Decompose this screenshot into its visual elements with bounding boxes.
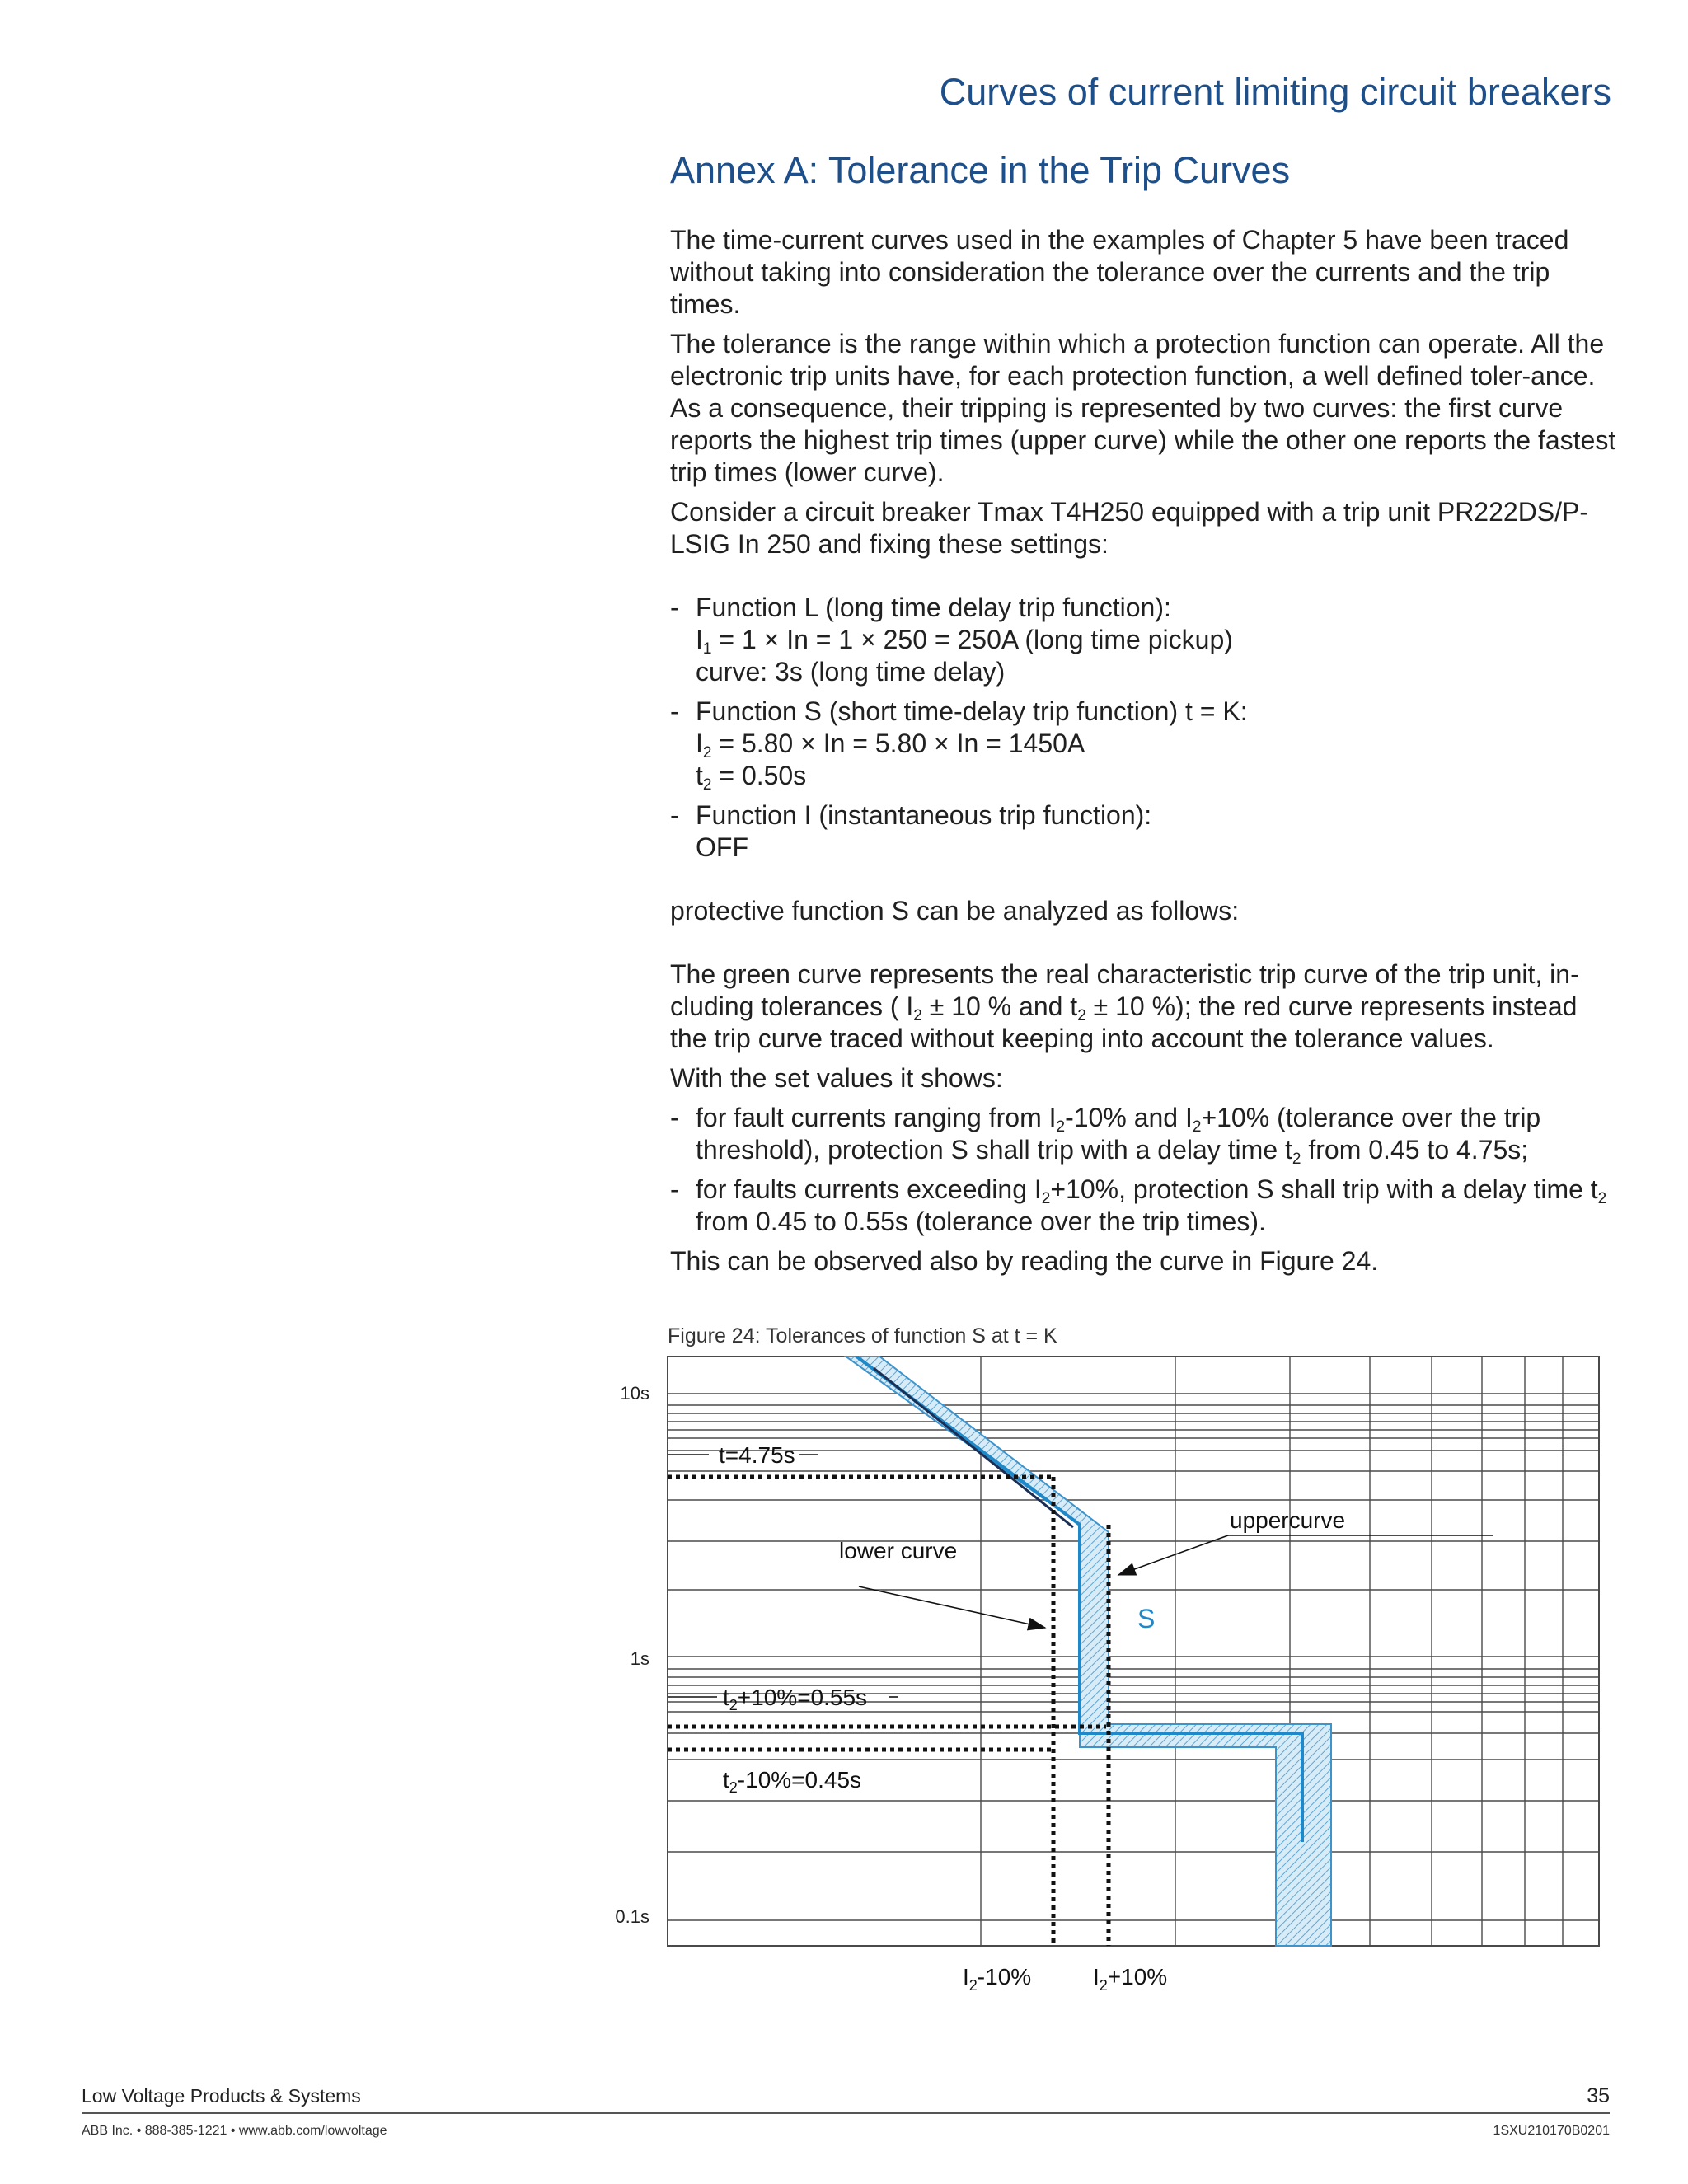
paragraph: protective function S can be analyzed as follows:: [670, 896, 1240, 926]
annotation-text: [719, 1442, 1345, 1994]
paragraph: The green curve represents the real characteristic trip curve of the trip unit, in-cluding tolerances ( $I_2 \pm 10$ % and $t_2 \pm 10$ %); the red curve represents instead the trip curve traced without keeping into account the tolerance values.: [670, 959, 1579, 1053]
t-plus-label: $t_2+10\%=0.55s$: [723, 1685, 868, 1713]
nominal-trip-curve-dark: [874, 1368, 1073, 1527]
y-tick-label: 10s: [620, 1383, 649, 1404]
paragraph: Consider a circuit breaker Tmax T4H250 equipped with a trip unit PR222DS/P-LSIG In 250 and fixing these settings:: [670, 497, 1589, 559]
paragraph: With the set values it shows:: [670, 1063, 1003, 1093]
footer-rule: [82, 2112, 1610, 2114]
settings-list: [670, 592, 1618, 864]
x-label-plus: $I_2+10\%$: [1093, 1964, 1168, 1994]
body-text: [670, 224, 1618, 1285]
page-number: 35: [1587, 2084, 1610, 2107]
paragraph: The time-current curves used in the examples of Chapter 5 have been traced without taking into consideration the tolerance over the currents and the trip times.: [670, 225, 1569, 319]
footer-title: Low Voltage Products & Systems: [82, 2085, 361, 2107]
shows-item: - for fault currents ranging from $I_2-10\%$ and $I_2+10\%$ (tolerance over the trip threshold), protection S shall trip with a delay time $t_2$ from 0.45 to 4.75s;: [670, 1102, 1618, 1166]
paragraph: The tolerance is the range within which a protection function can operate. All the electronic trip units have, for each protection function, a well defined toler-ance.: [670, 329, 1605, 391]
lower-curve-label: lower curve: [839, 1538, 958, 1563]
paragraph: As a consequence, their tripping is represented by two curves: the first curve reports the highest trip times (upper curve) while the other one reports the fastest trip times (lower curve).: [670, 393, 1616, 487]
tolerance-band: [845, 1356, 1331, 1946]
setting-i: - Function I (instantaneous trip function): OFF: [670, 799, 1618, 864]
x-label-minus: $I_2-10\%$: [963, 1964, 1032, 1994]
setting-l: - Function L (long time delay trip function): $I_1 = 1 \times In = 1 \times 250 = 250A$ (long time pickup) curve: 3s (long time delay): [670, 592, 1618, 688]
shows-list: [670, 1102, 1618, 1238]
running-header: Curves of current limiting circuit breakers: [939, 71, 1611, 113]
curve-s-label: S: [1137, 1604, 1156, 1633]
document-code: 1SXU210170B0201: [1493, 2124, 1610, 2138]
y-axis-labels: [615, 1383, 649, 1927]
setting-s: - Function S (short time-delay trip function) t = K: $I_2 = 5.80 \times In = 5.80 \times In = 1450A$ $t_2 = 0.50s$: [670, 696, 1618, 792]
paragraph: This can be observed also by reading the curve in Figure 24.: [670, 1246, 1379, 1276]
plot-grid: [668, 1356, 1599, 1946]
upper-curve-label: uppercurve: [1230, 1507, 1346, 1533]
t-upper-label: t=4.75s: [719, 1442, 795, 1468]
figure-caption: Figure 24: Tolerances of function S at t = K: [668, 1324, 1057, 1347]
nominal-trip-curve: [856, 1356, 1302, 1842]
trip-curve-figure: [593, 1356, 1615, 2007]
t-minus-label: $t_2-10\%=0.45s$: [723, 1767, 862, 1796]
y-tick-label: 0.1s: [615, 1906, 649, 1927]
footer-contact: ABB Inc. • 888-385-1221 • www.abb.com/lowvoltage: [82, 2124, 387, 2138]
section-title: Annex A: Tolerance in the Trip Curves: [670, 149, 1291, 191]
shows-item: - for faults currents exceeding $I_2+10\%$, protection S shall trip with a delay time $t_2$ from 0.45 to 0.55s (tolerance over the trip times).: [670, 1174, 1618, 1238]
y-tick-label: 1s: [630, 1648, 649, 1669]
